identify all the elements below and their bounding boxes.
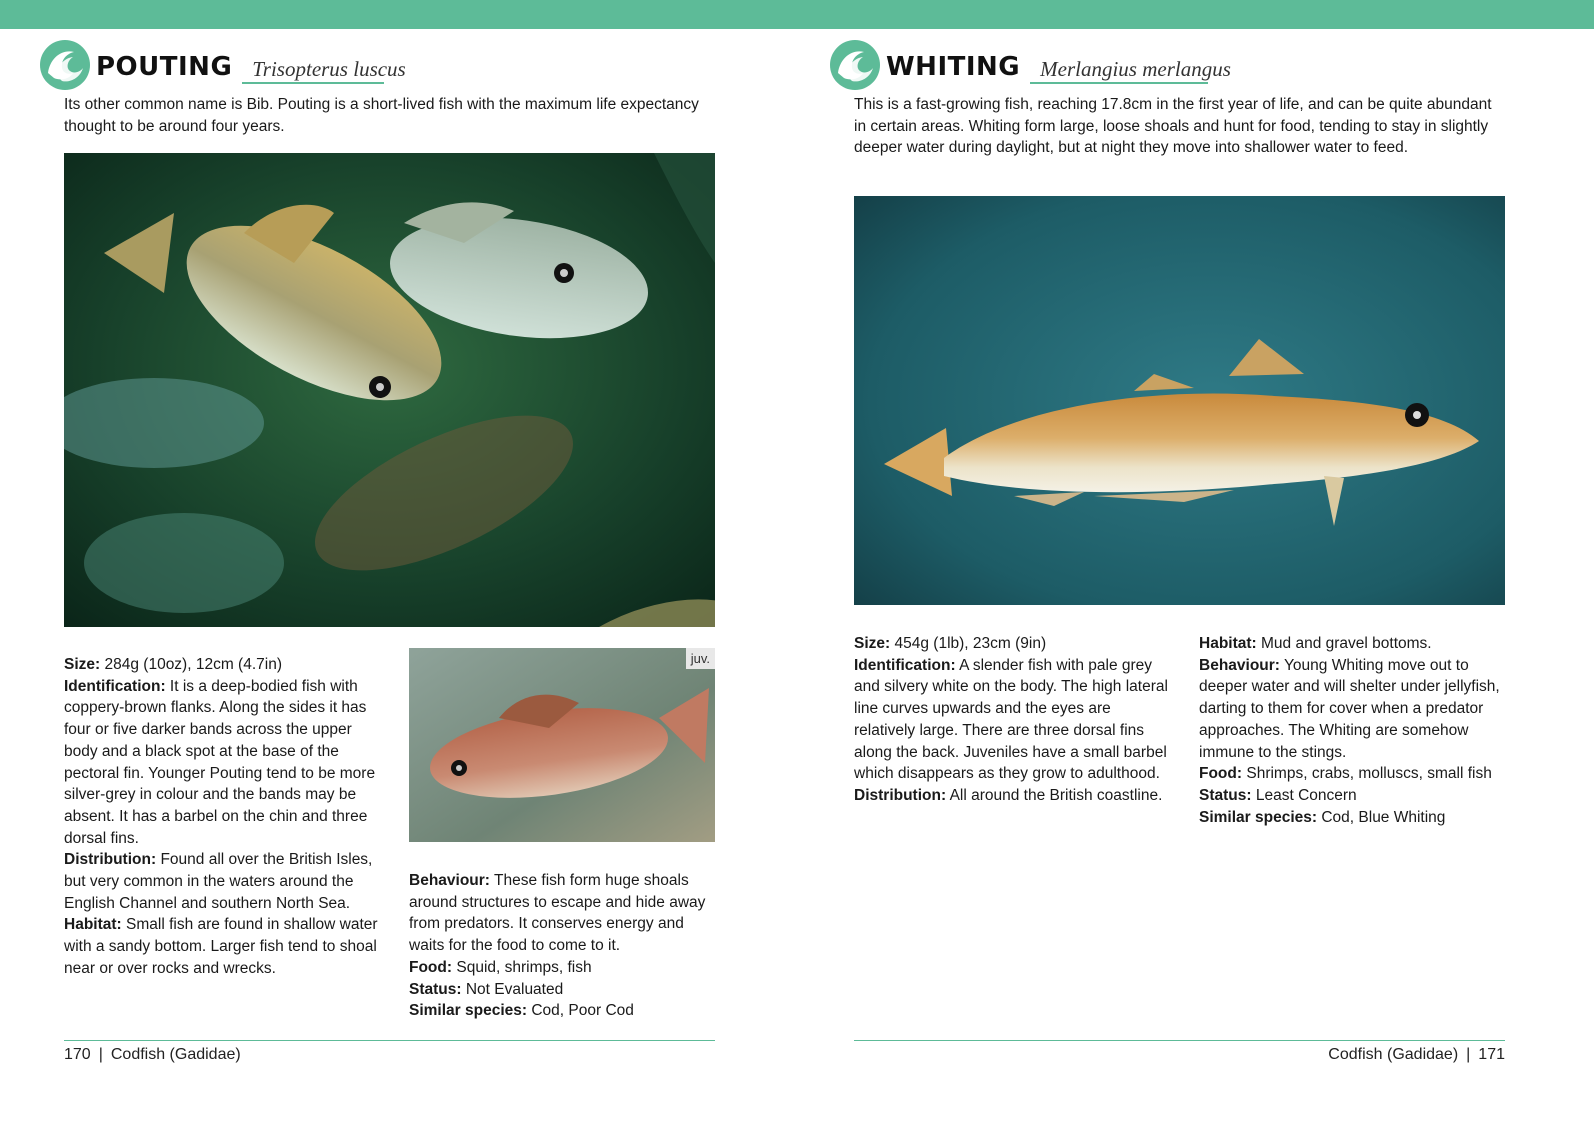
- left-distribution: Distribution: Found all over the British Isles, but very common in the waters around the English Channel and southern North Sea.: [64, 851, 373, 912]
- left-footer-separator: |: [98, 1046, 103, 1063]
- left-scientific-name: Trisopterus luscus: [252, 57, 406, 81]
- left-footer: [64, 1046, 241, 1064]
- right-habitat: Habitat: Mud and gravel bottoms.: [1199, 635, 1432, 652]
- left-habitat: Habitat: Small fish are found in shallow water with a sandy bottom. Larger fish tend to shoal near or over rocks and wrecks.: [64, 916, 378, 977]
- pouting-shoal-photo-icon: [64, 153, 715, 627]
- left-common-name: POUTING: [96, 52, 233, 82]
- right-intro: This is a fast-growing fish, reaching 17.8cm in the first year of life, and can be quite abundant in certain areas. Whiting form large, loose shoals and hunt for food, tending to stay in slightly deeper water during daylight, but at night they move into shallower water to feed.: [854, 96, 1492, 157]
- right-distribution: Distribution: All around the British coastline.: [854, 786, 1163, 804]
- left-header-underline: [242, 82, 384, 84]
- right-details-col1: [854, 633, 1174, 807]
- left-intro: Its other common name is Bib. Pouting is a short-lived fish with the maximum life expectancy thought to be around four years.: [64, 96, 699, 135]
- left-status: Status: Not Evaluated: [409, 980, 564, 998]
- left-page-number: 170: [64, 1046, 91, 1063]
- right-scientific-name: Merlangius merlangus: [1040, 57, 1231, 81]
- left-footer-line: [64, 1040, 715, 1041]
- right-size: Size: 454g (1lb), 23cm (9in): [854, 635, 1047, 652]
- right-identification: Identification: A slender fish with pale grey and silvery white on the body. The high lateral line curves upwards and the eyes are relatively large. There are three dorsal fins along the back. Juveniles have a small barbel which disappears as they grow to adulthood.: [854, 656, 1168, 783]
- left-juvenile-photo: [409, 648, 715, 842]
- right-behaviour: Behaviour: Young Whiting move out to deeper water and will shelter under jellyfish, darting to them for cover when a predator approaches. The Whiting are somehow immune to the stings.: [1199, 656, 1500, 761]
- right-similar-species: Similar species: Cod, Blue Whiting: [1199, 808, 1446, 826]
- left-main-photo: [64, 153, 715, 627]
- juvenile-pouting-photo-icon: [409, 648, 715, 842]
- right-footer-line: [854, 1040, 1505, 1041]
- right-details-col2: [1199, 633, 1514, 828]
- right-footer: [1328, 1046, 1505, 1064]
- left-details-col2: [409, 870, 719, 1022]
- wave-logo-icon: [40, 40, 90, 90]
- right-food: Food: Shrimps, crabs, molluscs, small fish: [1199, 765, 1492, 783]
- left-identification: Identification: It is a deep-bodied fish with coppery-brown flanks. Along the sides it has four or five darker bands across the upper body and a black spot at the base of the pectoral fin. Younger Pouting tend to be more silver-grey in colour and the bands may be absent. It has a barbel on the chin and three dorsal fins.: [64, 677, 376, 847]
- left-similar-species: Similar species: Cod, Poor Cod: [409, 1002, 634, 1020]
- wave-logo-icon: [830, 40, 880, 90]
- whiting-photo-icon: [854, 196, 1505, 605]
- right-header-underline: [1030, 82, 1208, 84]
- right-common-name: WHITING: [886, 52, 1021, 82]
- left-food: Food: Squid, shrimps, fish: [409, 958, 592, 976]
- left-size: Size: 284g (10oz), 12cm (4.7in): [64, 656, 282, 673]
- right-status: Status: Least Concern: [1199, 786, 1357, 804]
- juvenile-label: juv.: [686, 648, 715, 669]
- left-section-name: Codfish (Gadidae): [110, 1046, 241, 1063]
- top-accent-bar: [0, 0, 1594, 29]
- right-page-number: 171: [1478, 1046, 1505, 1063]
- right-footer-separator: |: [1466, 1046, 1471, 1063]
- right-main-photo: [854, 196, 1505, 605]
- right-section-name: Codfish (Gadidae): [1328, 1046, 1459, 1063]
- left-behaviour: Behaviour: These fish form huge shoals around structures to escape and hide away from predators. It conserves energy and waits for the food to come to it.: [409, 872, 706, 955]
- left-details-col1: [64, 654, 380, 980]
